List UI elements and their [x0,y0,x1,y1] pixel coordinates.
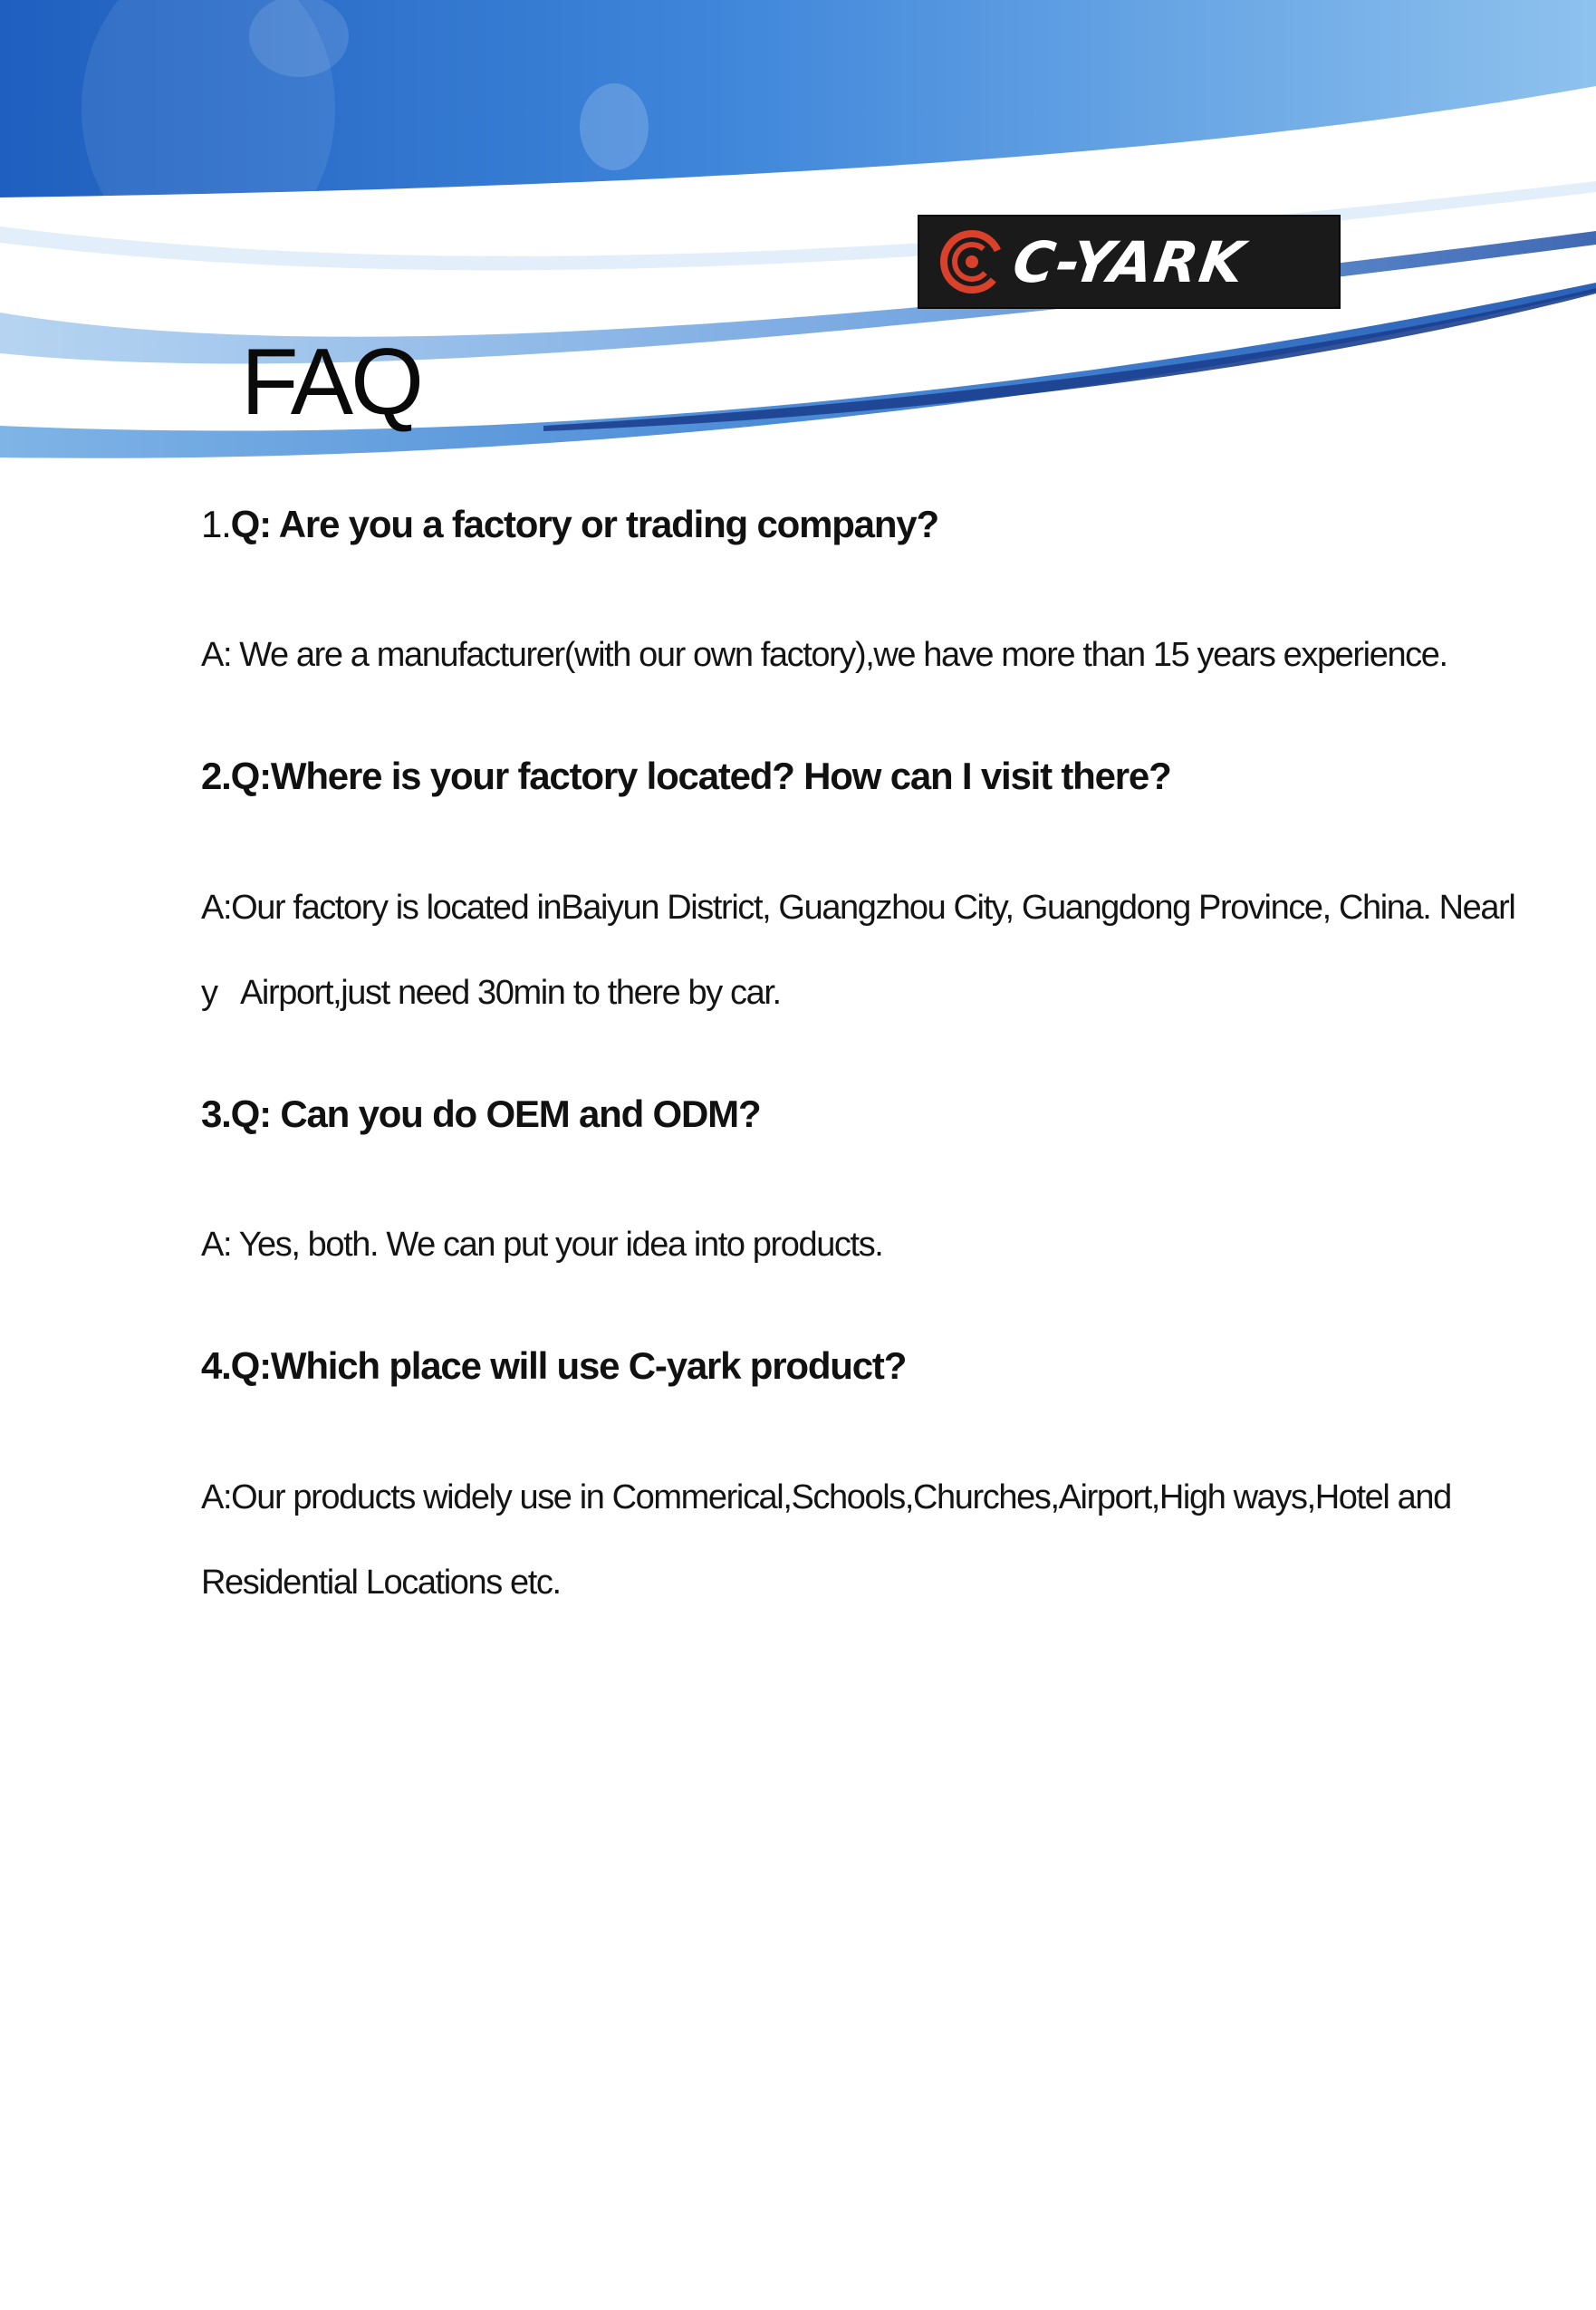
faq-item-3 [201,1092,1560,1287]
header-wave-banner [0,0,1596,471]
faq-answer-4-line-2: Residential Locations etc. [201,1563,561,1602]
faq-question-2: 2.Q:Where is your factory located? How can I visit there? [201,755,1171,798]
faq-question-number: 1. [201,503,231,545]
faq-question-1 [201,502,1560,547]
faq-question-text: Q: Are you a factory or trading company? [230,503,938,545]
faq-list [201,489,1560,1625]
faq-item-1 [201,502,1560,698]
c-yark-logo [918,215,1341,309]
faq-answer-2-line-1: A:Our factory is located inBaiyun District, Guangzhou City, Guangdong Province, China. Nearl [201,888,1515,927]
faq-answer-2-line-2: y Airport,just need 30min to there by car. [201,973,781,1012]
c-swirl-logo-icon [939,229,1005,294]
faq-answer-3: A: Yes, both. We can put your idea into products. [201,1226,883,1265]
faq-answer-4-line-1: A:Our products widely use in Commerical,Schools,Churches,Airport,High ways,Hotel and [201,1477,1451,1516]
logo-wordmark: C-YARK [1008,228,1250,295]
faq-question-3: 3.Q: Can you do OEM and ODM? [201,1092,761,1135]
faq-answer-1: A: We are a manufacturer(with our own factory),we have more than 15 years experience. [201,636,1447,675]
faq-item-2 [201,754,1560,1035]
page-title: FAQ [241,330,422,435]
faq-item-4 [201,1343,1560,1624]
faq-question-4: 4.Q:Which place will use C-yark product? [201,1344,907,1388]
